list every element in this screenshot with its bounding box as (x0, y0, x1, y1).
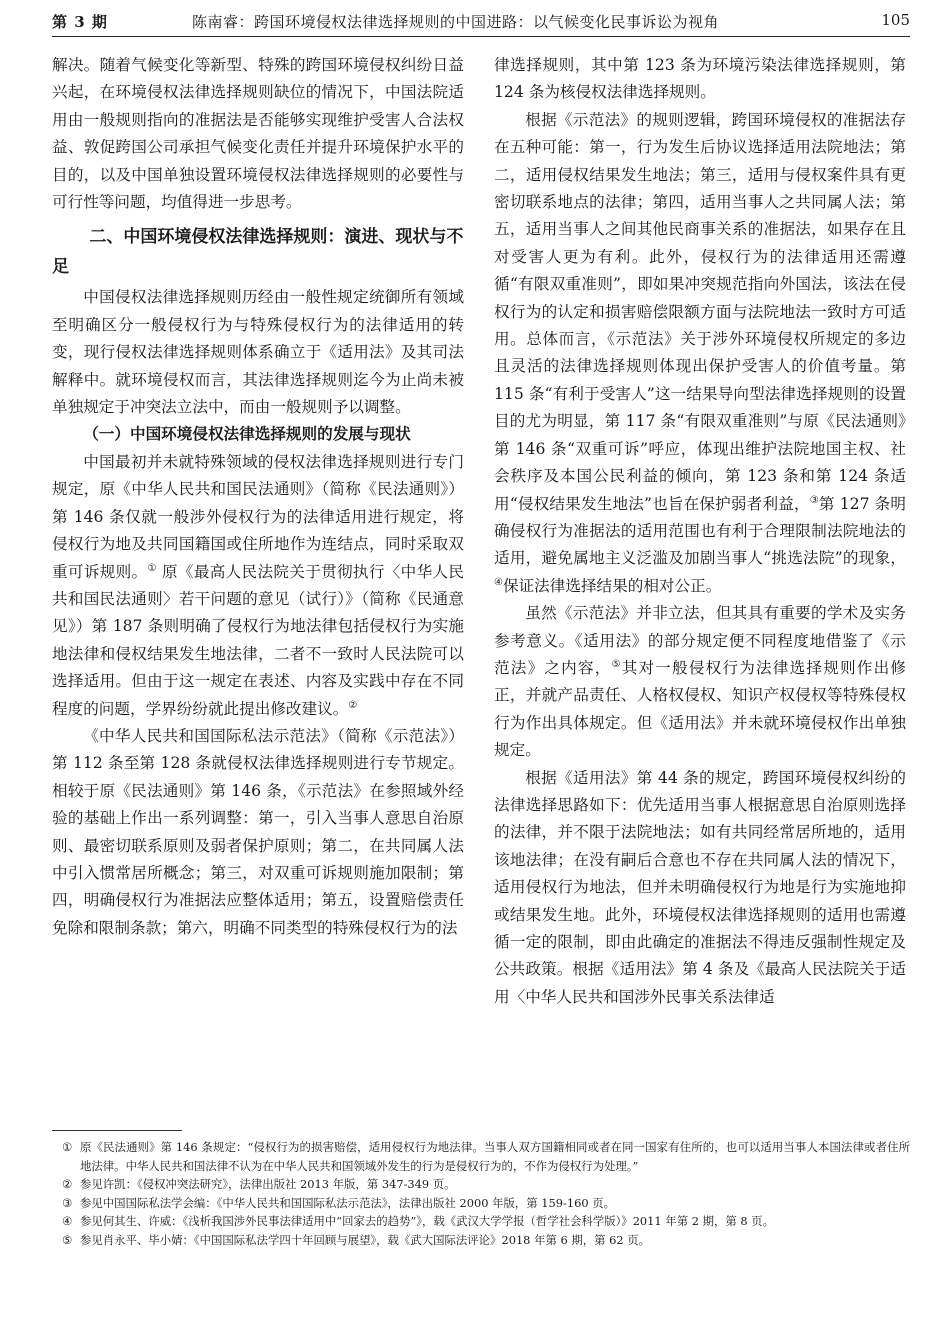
footnote-text: 参见中国国际私法学会编：《中华人民共和国国际私法示范法》，法律出版社 2000 年版，第 159-160 页。 (80, 1195, 616, 1210)
footnote (52, 1175, 910, 1194)
footnote-ref[interactable]: ① (147, 562, 157, 574)
paragraph: 《中华人民共和国国际私法示范法》（简称《示范法》）第 112 条至第 128 条就侵权法律选择规则进行专节规定。相较于原《民法通则》第 146 条，《示范法》在参照域外经验的基础上作出一系列调整：第一，引入当事人意思自治原则、最密切联系原则及弱者保护原则；第二，在共同属人法中引入惯常居所概念；第三，对双重可诉规则施加限制；第四，明确侵权行为准据法应整体适用；第五，设置赔偿责任免除和限制条款；第六，明确不同类型的特殊侵权行为的法 (52, 726, 464, 937)
footnote (52, 1194, 910, 1213)
section-heading: 二、中国环境侵权法律选择规则：演进、现状与不足 (52, 227, 464, 278)
subsection-heading: （一）中国环境侵权法律选择规则的发展与现状 (83, 425, 411, 444)
footnote-mark: ① (62, 1140, 73, 1154)
paragraph (52, 449, 464, 723)
footnote-mark: ⑤ (62, 1232, 73, 1247)
left-column (52, 52, 464, 942)
footnote-text: 参见许凯：《侵权冲突法研究》，法律出版社 2013 年版，第 347-349 页。 (80, 1177, 456, 1191)
footnote (52, 1231, 910, 1250)
issue-number: 第 3 期 (52, 13, 108, 31)
footnote-text: 原《民法通则》第 146 条规定：“侵权行为的损害赔偿，适用侵权行为地法律。当事人双方国籍相同或者在同一国家有住所的，也可以适用当事人本国法律或者住所地法律。中华人民共和国法律不认为在中华人民共和国领域外发生的行为是侵权行为的，不作为侵权行为处理。” (80, 1140, 910, 1173)
footnote-text: 参见何其生、许威：《浅析我国涉外民事法律适用中“回家去的趋势”》，载《武汉大学学报（哲学社会科学版）》2011 年第 2 期，第 8 页。 (80, 1214, 775, 1228)
footnotes (52, 1138, 910, 1249)
paragraph-text: 保证法律选择结果的相对公正。 (502, 576, 722, 595)
footnote-ref[interactable]: ④ (494, 576, 503, 588)
paragraph-text: 原《最高人民法院关于贯彻执行〈中华人民共和国民法通则〉若干问题的意见（试行）》（简称《民通意见》）第 187 条则明确了侵权行为地法律包括侵权行为实施地法律和侵权结果发生地法律，二者不一致时人民法院可以选择适用。但由于这一规定在表述、内容及实践中存在不同程度的问题，学界纷纷就此提出修改建议。 (52, 562, 464, 718)
footnote-text: 参见肖永平、毕小婧：《中国国际私法学四十年回顾与展望》，载《武大国际法评论》2018 年第 6 期，第 62 页。 (80, 1232, 651, 1247)
footnote-ref[interactable]: ⑤ (611, 658, 622, 670)
paragraph-text: 根据《示范法》的规则逻辑，跨国环境侵权的准据法存在五种可能：第一，行为发生后协议选择适用法院地法；第二，适用侵权结果发生地法；第三，适用与侵权案件具有更密切联系地点的法律；第四，适用当事人之共同属人法；第五，适用当事人之间其他民商事关系的准据法，如果存在且对受害人更为有利。此外，侵权行为的法律适用还需遵循“有限双重准则”，即如果冲突规范指向外国法，该法在侵权行为的认定和损害赔偿限额方面与法院地法一致时方可适用。总体而言，《示范法》关于涉外环境侵权所规定的多边且灵活的法律选择规则体现出保护受害人的价值考量。第 115 条“有利于受害人”这一结果导向型法律选择规则的设置目的尤为明显，第 117 条“有限双重准则”与原《民法通则》第 146 条“双重可诉”呼应，体现出维护法院地国主权、社会秩序及本国公民利益的倾向，第 123 条和第 124 条适用“侵权结果发生地法”也旨在保护弱者利益， (494, 110, 906, 513)
right-column (494, 52, 906, 1011)
footnote-ref[interactable]: ② (348, 699, 358, 711)
footnote-mark: ③ (62, 1195, 73, 1210)
footnote (52, 1138, 910, 1175)
paragraph: 根据《适用法》第 44 条的规定，跨国环境侵权纠纷的法律选择思路如下：优先适用当事人根据意思自治原则选择的法律，并不限于法院地法；如有共同经常居所地的，适用该地法律；在没有嗣后合意也不存在共同属人法的情况下，适用侵权行为地法，但并未明确侵权行为地是行为实施地抑或结果发生地。此外，环境侵权法律选择规则的适用也需遵循一定的限制，即由此确定的准据法不得违反强制性规定及公共政策。根据《适用法》第 4 条及《最高人民法院关于适用〈中华人民共和国涉外民事关系法律适 (494, 768, 906, 1006)
footnote-ref[interactable]: ③ (809, 494, 819, 506)
footnote-mark: ② (62, 1177, 73, 1191)
paragraph-text: 虽然《示范法》并非立法，但其具有重要的学术及实务参考意义。《适用法》的部分规定便不同程度地借鉴了《示范法》之内容， (494, 604, 906, 677)
paragraph-text: 第 127 条明确侵权行为准据法的适用范围也有利于合理限制法院地法的适用，避免属地主义泛滥及加剧当事人“挑选法院”的现象， (494, 494, 906, 568)
paragraph: 中国侵权法律选择规则历经由一般性规定统御所有领域至明确区分一般侵权行为与特殊侵权行为的法律适用的转变，现行侵权法律选择规则体系确立于《适用法》及其司法解释中。就环境侵权而言，其法律选择规则迄今为止尚未被单独规定于冲突法立法中，而由一般规则予以调整。 (52, 288, 464, 417)
paragraph: 解决。随着气候变化等新型、特殊的跨国环境侵权纠纷日益兴起，在环境侵权法律选择规则缺位的情况下，中国法院适用由一般规则指向的准据法是否能够实现维护受害人合法权益、敦促跨国公司承担气候变化责任并提升环境保护水平的目的，以及中国单独设置环境侵权法律选择规则的必要性与可行性等问题，均值得进一步思考。 (52, 56, 464, 212)
paragraph-text: 其对一般侵权行为法律选择规则作出修正，并就产品责任、人格权侵权、知识产权侵权等特殊侵权行为作出具体规定。但《适用法》并未就环境侵权作出单独规定。 (494, 658, 906, 760)
footnote-divider (52, 1130, 182, 1131)
paragraph-text: 中国最初并未就特殊领域的侵权法律选择规则进行专门规定，原《中华人民共和国民法通则》（简称《民法通则》）第 146 条仅就一般涉外侵权行为的法律适用进行规定，将侵权行为地及共同国籍国或住所地作为连结点，同时采取双重可诉规则。 (52, 452, 464, 581)
paragraph (494, 107, 906, 600)
page-number: 105 (881, 11, 910, 29)
footnote (52, 1212, 910, 1231)
paragraph: 律选择规则，其中第 123 条为环境污染法律选择规则，第 124 条为核侵权法律选择规则。 (494, 56, 906, 102)
running-title: 陈南睿：跨国环境侵权法律选择规则的中国进路：以气候变化民事诉讼为视角 (192, 13, 720, 31)
footnote-mark: ④ (62, 1214, 73, 1228)
paragraph (494, 600, 906, 764)
running-header (52, 8, 910, 37)
